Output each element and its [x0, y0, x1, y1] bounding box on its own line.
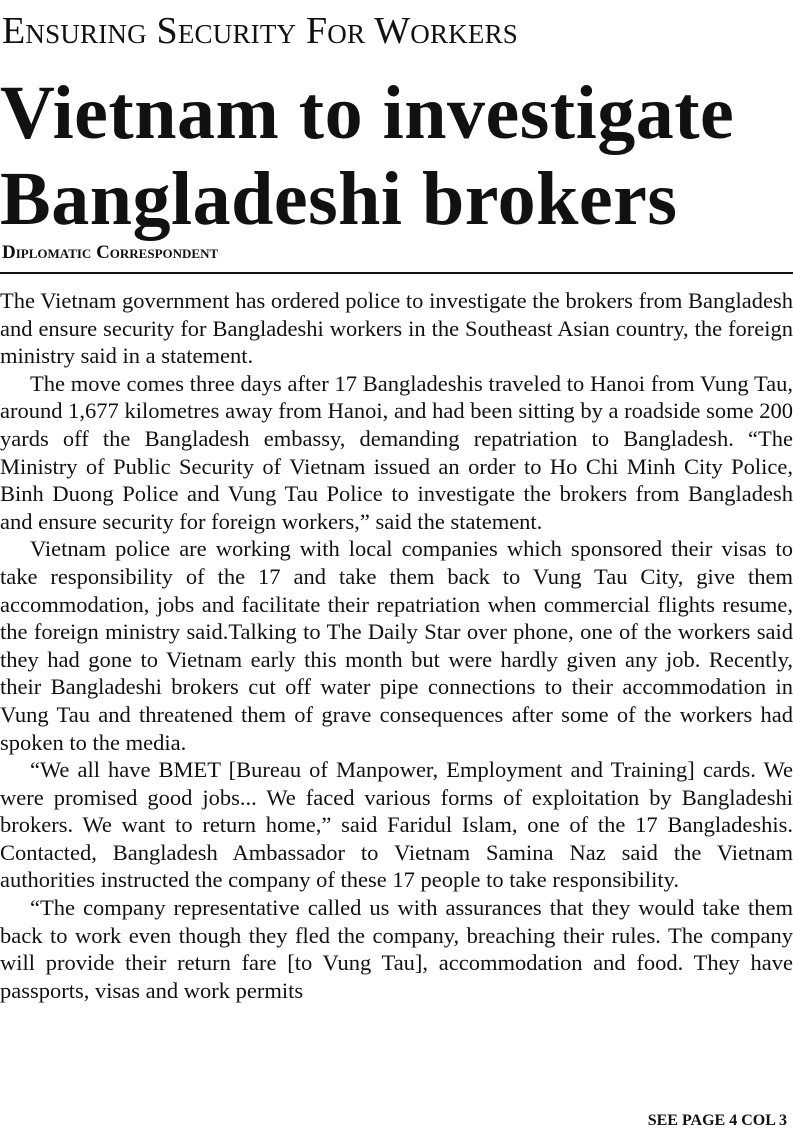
article-body: [0, 287, 793, 1004]
article-paragraph: The Vietnam government has ordered police to investigate the brokers from Bangladesh and ensure security for Bangladeshi workers in the Southeast Asian country, the foreign ministry said in a statement.: [0, 288, 793, 369]
article-paragraph: “We all have BMET [Bureau of Manpower, Employment and Training] cards. We were promised good jobs... We faced various forms of exploitation by Bangladeshi brokers. We want to return home,” said Faridul Islam, one of the 17 Bangladeshis. Contacted, Bangladesh Ambassador to Vietnam Samina Naz said the Vietnam authorities instructed the company of these 17 people to take responsibility.: [0, 757, 793, 893]
article-headline: Vietnam to investigate Bangladeshi brokers: [0, 71, 735, 241]
continuation-jump-line: SEE PAGE 4 COL 3: [647, 1112, 787, 1129]
byline-divider: [0, 272, 793, 274]
article-byline: Diplomatic Correspondent: [2, 242, 219, 263]
article-paragraph: Vietnam police are working with local companies which sponsored their visas to take responsibility of the 17 and take them back to Vung Tau City, give them accommodation, jobs and facilitate their repatriation when commercial flights resume, the foreign ministry said.Talking to The Daily Star over phone, one of the workers said they had gone to Vietnam early this month but were hardly given any job. Recently, their Bangladeshi brokers cut off water pipe connections to their accommodation in Vung Tau and threatened them of grave consequences after some of the workers had spoken to the media.: [0, 536, 793, 755]
article-paragraph: The move comes three days after 17 Bangladeshis traveled to Hanoi from Vung Tau, around 1,677 kilometres away from Hanoi, and had been sitting by a roadside some 200 yards off the Bangladesh embassy, demanding repatriation to Bangladesh. “The Ministry of Public Security of Vietnam issued an order to Ho Chi Minh City Police, Binh Duong Police and Vung Tau Police to investigate the brokers from Bangladesh and ensure security for foreign workers,” said the statement.: [0, 370, 793, 534]
article-kicker: Ensuring Security For Workers: [2, 10, 518, 52]
article-paragraph: “The company representative called us with assurances that they would take them back to work even though they fled the company, breaching their rules. The company will provide their return fare [to Vung Tau], accommodation and food. They have passports, visas and work permits: [0, 895, 793, 1003]
